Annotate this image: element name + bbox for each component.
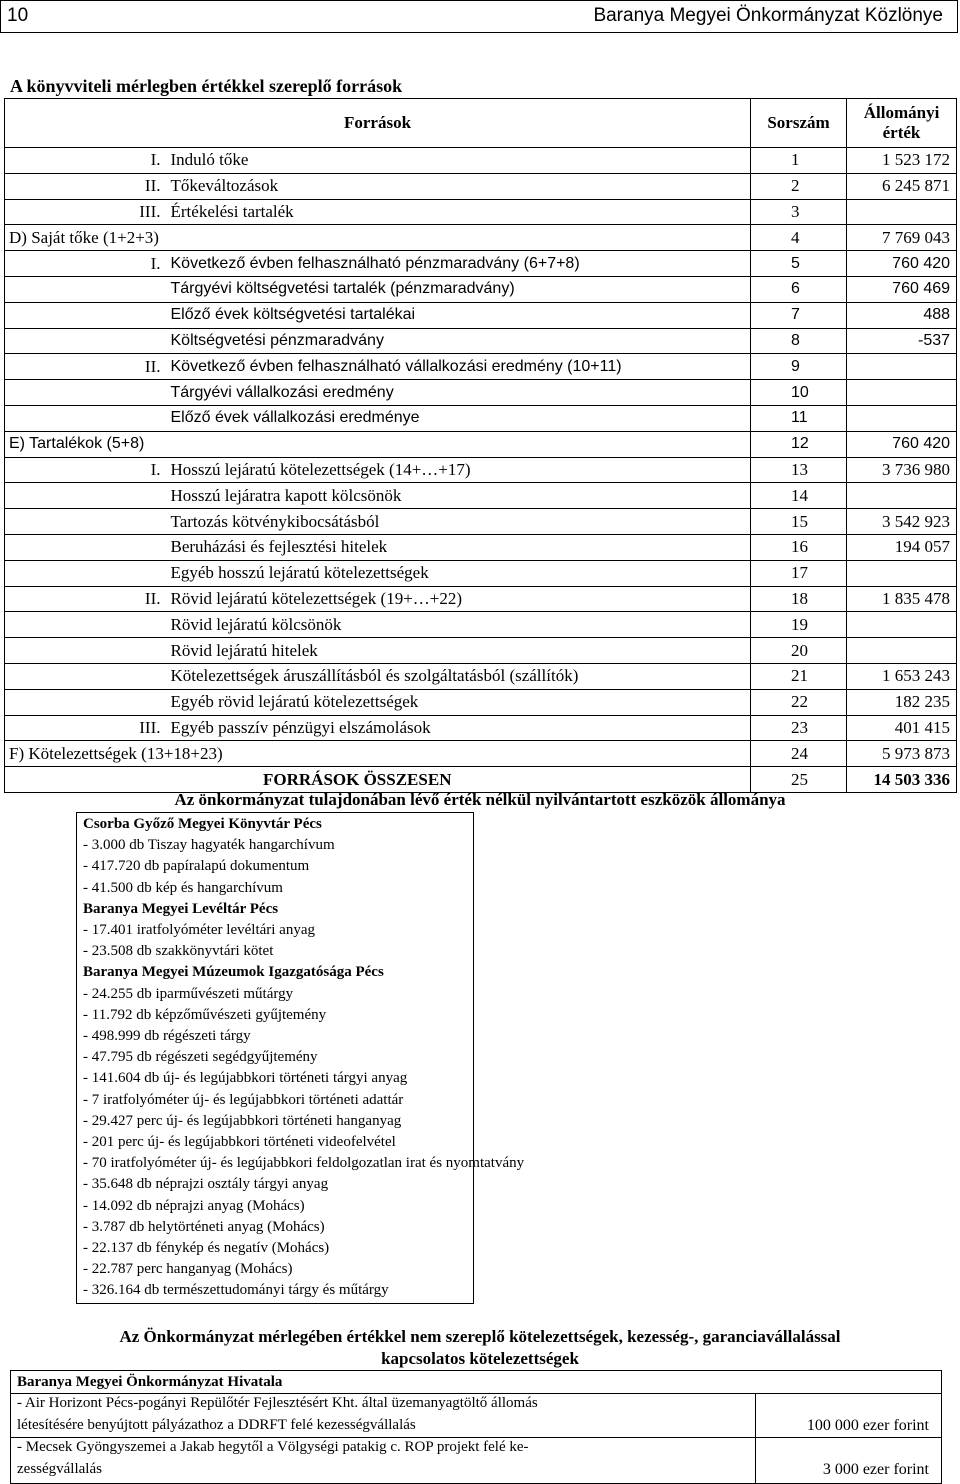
col-value-header: Állományi érték xyxy=(847,99,957,148)
row-value xyxy=(847,199,957,225)
row-roman-numeral xyxy=(5,276,167,302)
asset-item: - 41.500 db kép és hangarchívum xyxy=(83,879,283,896)
row-value: 14 503 336 xyxy=(847,767,957,793)
guarantees-box xyxy=(10,1370,942,1484)
row-label: D) Saját tőke (1+2+3) xyxy=(5,225,751,251)
asset-item: - 141.604 db új- és legújabbkori történeti tárgyi anyag xyxy=(83,1070,408,1087)
row-value: 760 420 xyxy=(847,251,957,277)
row-serial: 20 xyxy=(751,638,847,664)
row-value: 1 523 172 xyxy=(847,148,957,174)
row-roman-numeral xyxy=(5,689,167,715)
row-serial: 3 xyxy=(751,199,847,225)
row-value: 3 736 980 xyxy=(847,457,957,483)
row-roman-numeral xyxy=(5,483,167,509)
row-label: Rövid lejáratú kölcsönök xyxy=(167,612,751,638)
row-label: Beruházási és fejlesztési hitelek xyxy=(167,534,751,560)
row-label: Hosszú lejáratú kötelezettségek (14+…+17) xyxy=(167,457,751,483)
publication-title: Baranya Megyei Önkormányzat Közlönye xyxy=(593,5,943,26)
asset-item: - 23.508 db szakkönyvtári kötet xyxy=(83,943,274,960)
row-roman-numeral: II. xyxy=(5,354,167,380)
assets-list-box xyxy=(76,812,525,1304)
table-row xyxy=(5,689,957,715)
row-roman-numeral xyxy=(5,534,167,560)
table-row xyxy=(5,560,957,586)
row-value: 1 835 478 xyxy=(847,586,957,612)
section3-title-line2: kapcsolatos kötelezettségek xyxy=(381,1349,579,1368)
asset-item: - 70 iratfolyóméter új- és legújabbkori feldolgozatlan irat és nyomtatvány xyxy=(83,1155,525,1172)
asset-item: - 417.720 db papíralapú dokumentum xyxy=(83,858,310,875)
row-label: Rövid lejáratú hitelek xyxy=(167,638,751,664)
row-value: 182 235 xyxy=(847,689,957,715)
row-serial: 15 xyxy=(751,509,847,535)
row-label: Egyéb hosszú lejáratú kötelezettségek xyxy=(167,560,751,586)
row-label: Rövid lejáratú kötelezettségek (19+…+22) xyxy=(167,586,751,612)
table-row xyxy=(5,405,957,431)
institution-heading: Baranya Megyei Levéltár Pécs xyxy=(83,900,279,917)
row-serial: 22 xyxy=(751,689,847,715)
page-number: 10 xyxy=(7,5,29,26)
asset-item: - 326.164 db természettudományi tárgy és műtárgy xyxy=(83,1282,389,1299)
row-serial: 12 xyxy=(751,431,847,457)
row-roman-numeral xyxy=(5,509,167,535)
row-serial: 5 xyxy=(751,251,847,277)
row-value: 5 973 873 xyxy=(847,741,957,767)
row-label: Költségvetési pénzmaradvány xyxy=(167,328,751,354)
table-row xyxy=(5,612,957,638)
row-roman-numeral xyxy=(5,612,167,638)
table-row xyxy=(5,276,957,302)
asset-item: - 201 perc új- és legújabbkori történeti videofelvétel xyxy=(83,1134,396,1150)
row-value: 760 420 xyxy=(847,431,957,457)
table-header-row xyxy=(5,99,957,148)
table-row xyxy=(5,509,957,535)
row-value: 194 057 xyxy=(847,534,957,560)
guarantee-item2-amount: 3 000 ezer forint xyxy=(822,1461,929,1478)
asset-item: - 35.648 db néprajzi osztály tárgyi anyag xyxy=(83,1176,329,1193)
row-roman-numeral: I. xyxy=(5,148,167,174)
asset-item: - 3.000 db Tiszay hagyaték hangarchívum xyxy=(83,837,335,854)
asset-item: - 22.787 perc hanganyag (Mohács) xyxy=(83,1261,293,1278)
table-row xyxy=(5,663,957,689)
row-serial: 14 xyxy=(751,483,847,509)
row-value: -537 xyxy=(847,328,957,354)
table-row xyxy=(5,715,957,741)
section1-title: A könyvviteli mérlegben értékkel szereplő források xyxy=(10,76,403,96)
table-row xyxy=(5,173,957,199)
row-serial: 6 xyxy=(751,276,847,302)
table-row xyxy=(5,534,957,560)
row-roman-numeral: III. xyxy=(5,715,167,741)
row-serial: 4 xyxy=(751,225,847,251)
table-row xyxy=(5,767,957,793)
institution-heading: Baranya Megyei Múzeumok Igazgatósága Pécs xyxy=(83,964,384,981)
row-label: Tárgyévi vállalkozási eredmény xyxy=(167,380,751,406)
row-roman-numeral xyxy=(5,405,167,431)
asset-item: - 24.255 db iparművészeti műtárgy xyxy=(83,985,294,1002)
row-value: 760 469 xyxy=(847,276,957,302)
row-value xyxy=(847,612,957,638)
page-header xyxy=(0,0,958,33)
row-roman-numeral xyxy=(5,380,167,406)
col-sources-header: Források xyxy=(5,99,751,148)
row-serial: 8 xyxy=(751,328,847,354)
asset-item: - 498.999 db régészeti tárgy xyxy=(83,1028,251,1044)
row-roman-numeral: III. xyxy=(5,199,167,225)
row-serial: 23 xyxy=(751,715,847,741)
row-label: Induló tőke xyxy=(167,148,751,174)
row-value: 3 542 923 xyxy=(847,509,957,535)
row-serial: 7 xyxy=(751,302,847,328)
table-row xyxy=(5,638,957,664)
row-value: 1 653 243 xyxy=(847,663,957,689)
row-label: Hosszú lejáratra kapott kölcsönök xyxy=(167,483,751,509)
row-label: Előző évek költségvetési tartalékai xyxy=(167,302,751,328)
row-label: Tartozás kötvénykibocsátásból xyxy=(167,509,751,535)
row-label: Tőkeváltozások xyxy=(167,173,751,199)
table-row xyxy=(5,225,957,251)
row-roman-numeral xyxy=(5,328,167,354)
sources-table xyxy=(4,98,957,793)
row-value xyxy=(847,638,957,664)
row-label: Tárgyévi költségvetési tartalék (pénzmaradvány) xyxy=(167,276,751,302)
row-value: 488 xyxy=(847,302,957,328)
row-serial: 13 xyxy=(751,457,847,483)
guarantee-org: Baranya Megyei Önkormányzat Hivatala xyxy=(17,1374,283,1390)
institution-heading: Csorba Győző Megyei Könyvtár Pécs xyxy=(83,816,322,832)
total-label: FORRÁSOK ÖSSZESEN xyxy=(5,767,751,793)
guarantee-item1-amount: 100 000 ezer forint xyxy=(806,1417,929,1434)
asset-item: - 3.787 db helytörténeti anyag (Mohács) xyxy=(83,1218,325,1235)
table-row xyxy=(5,251,957,277)
row-value: 6 245 871 xyxy=(847,173,957,199)
asset-item: - 47.795 db régészeti segédgyűjtemény xyxy=(83,1049,318,1066)
row-value: 7 769 043 xyxy=(847,225,957,251)
row-label: Előző évek vállalkozási eredménye xyxy=(167,405,751,431)
asset-item: - 7 iratfolyóméter új- és legújabbkori történeti adattár xyxy=(83,1091,404,1108)
row-value xyxy=(847,354,957,380)
table-row xyxy=(5,586,957,612)
row-serial: 11 xyxy=(751,405,847,431)
asset-item: - 22.137 db fénykép és negatív (Mohács) xyxy=(83,1240,330,1256)
row-label: Értékelési tartalék xyxy=(167,199,751,225)
row-value: 401 415 xyxy=(847,715,957,741)
table-row xyxy=(5,148,957,174)
asset-item: - 14.092 db néprajzi anyag (Mohács) xyxy=(83,1197,305,1214)
row-label: F) Kötelezettségek (13+18+23) xyxy=(5,741,751,767)
row-label: Egyéb rövid lejáratú kötelezettségek xyxy=(167,689,751,715)
table-row xyxy=(5,199,957,225)
table-row xyxy=(5,380,957,406)
row-value xyxy=(847,560,957,586)
row-roman-numeral: II. xyxy=(5,586,167,612)
row-roman-numeral: II. xyxy=(5,173,167,199)
row-roman-numeral: I. xyxy=(5,251,167,277)
table-row xyxy=(5,431,957,457)
row-serial: 25 xyxy=(751,767,847,793)
col-serial-header: Sorszám xyxy=(751,99,847,148)
row-roman-numeral xyxy=(5,302,167,328)
row-serial: 16 xyxy=(751,534,847,560)
row-value xyxy=(847,380,957,406)
row-label: Kötelezettségek áruszállításból és szolgáltatásból (szállítók) xyxy=(167,663,751,689)
row-serial: 19 xyxy=(751,612,847,638)
row-roman-numeral xyxy=(5,663,167,689)
guarantee-item1-line1: - Air Horizont Pécs-pogányi Repülőtér Fejlesztésért Kht. által üzemanyagtöltő állomás xyxy=(17,1395,538,1411)
row-roman-numeral: I. xyxy=(5,457,167,483)
row-label: Következő évben felhasználható pénzmaradvány (6+7+8) xyxy=(167,251,751,277)
table-row xyxy=(5,741,957,767)
row-serial: 18 xyxy=(751,586,847,612)
table-row xyxy=(5,457,957,483)
table-row xyxy=(5,328,957,354)
row-value xyxy=(847,483,957,509)
row-serial: 24 xyxy=(751,741,847,767)
section3-title-line1: Az Önkormányzat mérlegében értékkel nem szereplő kötelezettségek, kezesség-, garanciavállalással xyxy=(119,1327,841,1346)
row-label: Egyéb passzív pénzügyi elszámolások xyxy=(167,715,751,741)
asset-item: - 11.792 db képzőművészeti gyűjtemény xyxy=(83,1006,327,1023)
row-serial: 10 xyxy=(751,380,847,406)
row-roman-numeral xyxy=(5,560,167,586)
table-row xyxy=(5,302,957,328)
table-row xyxy=(5,354,957,380)
section2-title: Az önkormányzat tulajdonában lévő érték nélkül nyilvántartott eszközök állománya xyxy=(174,790,786,809)
guarantee-item1-line2: létesítésére benyújtott pályázathoz a DDRFT felé kezességvállalás xyxy=(17,1417,416,1433)
guarantee-item2-line1: - Mecsek Gyöngyszemei a Jakab hegytől a Völgységi patakig c. ROP projekt felé ke- xyxy=(17,1439,529,1455)
asset-item: - 29.427 perc új- és legújabbkori történeti hanganyag xyxy=(83,1112,402,1129)
row-serial: 1 xyxy=(751,148,847,174)
guarantee-item2-line2: zességvállalás xyxy=(17,1461,102,1477)
asset-item: - 17.401 iratfolyóméter levéltári anyag xyxy=(83,922,315,938)
row-roman-numeral xyxy=(5,638,167,664)
row-serial: 9 xyxy=(751,354,847,380)
section3-title xyxy=(0,1326,960,1370)
row-label: Következő évben felhasználható vállalkozási eredmény (10+11) xyxy=(167,354,751,380)
table-row xyxy=(5,483,957,509)
row-serial: 2 xyxy=(751,173,847,199)
row-serial: 17 xyxy=(751,560,847,586)
row-label: E) Tartalékok (5+8) xyxy=(5,431,751,457)
row-value xyxy=(847,405,957,431)
row-serial: 21 xyxy=(751,663,847,689)
